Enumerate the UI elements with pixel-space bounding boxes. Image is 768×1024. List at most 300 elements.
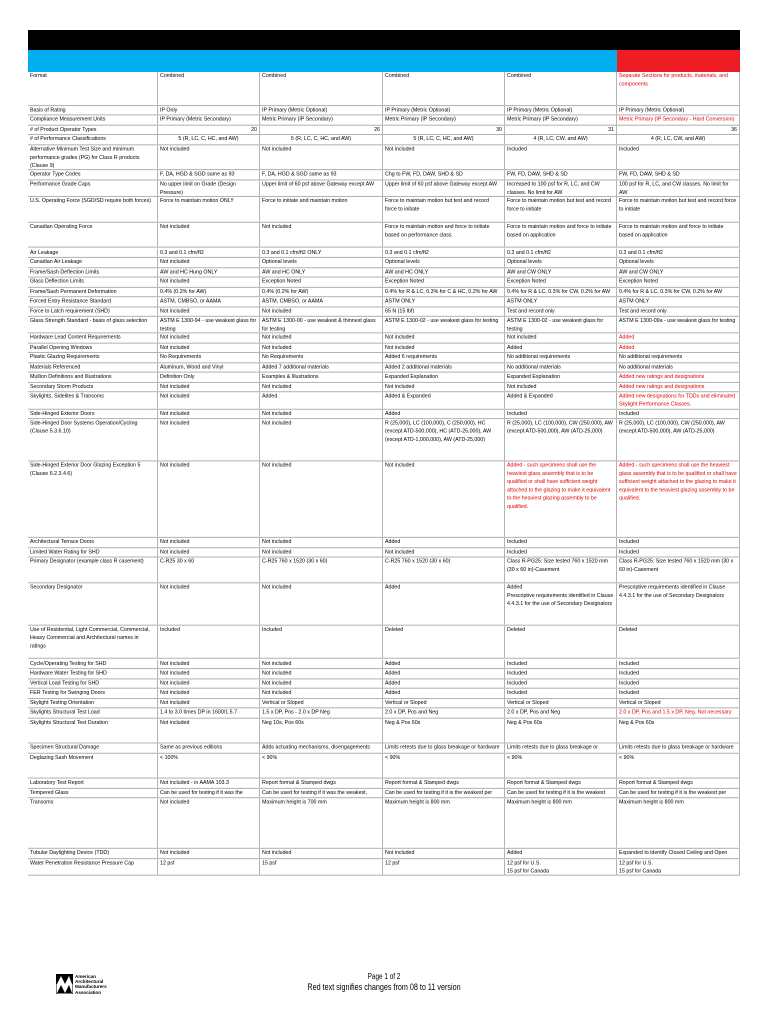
- table-cell: 0.4% for R & LC, 0.3% for CW, 0.2% for AW: [617, 287, 740, 296]
- table-cell: Included: [617, 548, 740, 557]
- table-cell: F, DA, HGD & SGD same as 93: [260, 171, 383, 180]
- comparison-table: [28, 72, 740, 903]
- column-header-row: [28, 50, 740, 72]
- row-label-cell: Cycle/Operating Testing for SHD: [28, 659, 158, 668]
- header-cell-version-4: [505, 50, 617, 72]
- table-cell: Not included: [260, 307, 383, 316]
- table-cell: Neg & Pos 60s: [617, 718, 740, 742]
- table-row: [28, 126, 740, 136]
- table-row: [28, 135, 740, 145]
- table-cell: 2.0 x DP, Pos and Neg: [505, 708, 617, 717]
- row-label-cell: Alternative Minimum Test Size and minimum performance grades (PG) for Class R products (Clause 9): [28, 145, 158, 169]
- table-cell: Maximum height is 800 mm: [383, 798, 505, 848]
- row-label-cell: Air Leakage: [28, 248, 158, 257]
- table-cell: FW, FD, DAW, SHD & SD: [505, 171, 617, 180]
- table-row: [28, 744, 740, 754]
- table-row: [28, 689, 740, 699]
- table-row: [28, 659, 740, 669]
- table-cell: Limits retests due to glass breakage or: [505, 744, 617, 753]
- table-row: [28, 353, 740, 363]
- table-cell: Optional levels: [383, 258, 505, 267]
- table-row: [28, 145, 740, 170]
- table-cell: ASTM E 1300-94 - use weakest glass for testing: [158, 317, 260, 333]
- table-row: [28, 171, 740, 181]
- table-cell: Included: [617, 538, 740, 547]
- table-cell: Can be used for testing if it is the weakest per: [617, 789, 740, 798]
- table-row: [28, 258, 740, 268]
- table-cell: Not included: [260, 145, 383, 169]
- table-cell: Added: [617, 344, 740, 353]
- row-label-cell: Glass Deflection Limits: [28, 278, 158, 287]
- table-cell: ASTM E 1300-02 - use weakest glass for testing: [505, 317, 617, 333]
- table-row: [28, 779, 740, 789]
- table-cell: AW and CW ONLY: [617, 268, 740, 277]
- table-cell: Not included: [158, 344, 260, 353]
- row-label-cell: Transoms: [28, 798, 158, 848]
- row-label-cell: Secondary Designator: [28, 583, 158, 624]
- table-cell: Not included: [158, 548, 260, 557]
- row-label-cell: Hardware Water Testing for SHD: [28, 669, 158, 678]
- page-number: Page 1 of 2: [367, 972, 401, 981]
- table-cell: Chg to FW, FD, DAW, SHD & SD: [383, 171, 505, 180]
- table-cell: Definition Only: [158, 373, 260, 382]
- table-cell: Not included: [260, 583, 383, 624]
- table-cell: R (25,000), LC (100,000), C (250,000), HC (except ATD-500,000), HC (ATD-25,000), AW (except ATD-1,000,000), AW (ATD-25,000): [383, 419, 505, 460]
- table-cell: Added: [383, 679, 505, 688]
- table-cell: Force to maintain motion ONLY: [158, 197, 260, 221]
- table-row: [28, 462, 740, 538]
- table-cell: Report format & Stamped dwgs: [383, 779, 505, 788]
- row-label-cell: Skylights, Sidelites & Transoms: [28, 393, 158, 409]
- row-label-cell: Side-Hinged Door Systems Operation/Cycling (Clause 5.3.6.10): [28, 419, 158, 460]
- table-cell: Included: [617, 689, 740, 698]
- table-cell: Exception Noted: [260, 278, 383, 287]
- table-cell: R (25,000), LC (100,000), CW (250,000), AW (except ATD-500,000), AW (ATD-25,000): [617, 419, 740, 460]
- table-cell: 2.0 x DP, Pos and Neg: [383, 708, 505, 717]
- table-row: [28, 287, 740, 297]
- table-cell: AW and CW ONLY: [505, 268, 617, 277]
- table-cell: Included: [505, 410, 617, 419]
- table-cell: Increased to 100 psf for R, LC, and CW classes. No limit for AW: [505, 180, 617, 196]
- table-cell: Not included: [260, 669, 383, 678]
- table-cell: 0.4% (0.2% for AW): [158, 287, 260, 296]
- table-row: [28, 849, 740, 859]
- table-cell: Can be used for testing if it is the weakest per: [383, 789, 505, 798]
- table-cell: 5 (R, LC, C, HC, and AW): [158, 135, 260, 144]
- table-cell: Added: [505, 344, 617, 353]
- table-cell: Added: [383, 689, 505, 698]
- table-cell: Included: [260, 625, 383, 658]
- table-cell: No Requirements: [260, 353, 383, 362]
- row-label-cell: # of Product Operator Types: [28, 126, 158, 135]
- table-cell: Maximum height is 800 mm: [505, 798, 617, 848]
- table-cell: Not included: [158, 798, 260, 848]
- table-cell: ASTM E 1300-02 - use weakest glass for testing: [383, 317, 505, 333]
- table-cell: Not included: [260, 334, 383, 343]
- table-cell: Not included: [260, 462, 383, 537]
- table-cell: Not included: [383, 462, 505, 537]
- table-cell: Not included: [383, 548, 505, 557]
- table-cell: 5 (R, LC, C, HC, and AW): [260, 135, 383, 144]
- table-cell: ASTM E 1300-00 - use weakest & thinnest glass for testing: [260, 317, 383, 333]
- table-cell: ASTM ONLY: [383, 297, 505, 306]
- table-cell: 5 (R, LC, C, HC, and AW): [383, 135, 505, 144]
- table-cell: Not included: [158, 419, 260, 460]
- table-cell: < 90%: [505, 753, 617, 777]
- table-cell: Metric Primary (IP Secondary): [260, 116, 383, 125]
- table-cell: Exception Noted: [617, 278, 740, 287]
- table-row: [28, 307, 740, 317]
- table-cell: Test and record only: [505, 307, 617, 316]
- table-cell: Expanded Explanation: [383, 373, 505, 382]
- table-cell: Can be used for testing if it was the: [158, 789, 260, 798]
- table-cell: C-R25 30 x 60: [158, 558, 260, 582]
- table-cell: Added - such specimens shall use the heaviest glass assembly that is to be qualified or shall have sufficient weight attached to the glazing to make it equivalent to the heaviest glazing assembly to be qualified.: [617, 462, 740, 537]
- row-label-cell: Specimen Structural Damage: [28, 744, 158, 753]
- table-cell: Not included: [158, 383, 260, 392]
- table-cell: Metric Primary (IP Secondary): [383, 116, 505, 125]
- header-cell-version-2: [260, 50, 383, 72]
- row-label-cell: Secondary Storm Products: [28, 383, 158, 392]
- table-cell: Not included: [260, 689, 383, 698]
- table-cell: Included: [505, 538, 617, 547]
- table-cell: AW and HC ONLY: [260, 268, 383, 277]
- table-cell: Optional levels: [505, 258, 617, 267]
- table-cell: Not included: [260, 659, 383, 668]
- table-row: [28, 278, 740, 288]
- table-cell: Not included: [383, 344, 505, 353]
- table-cell: Neg 10s, Pos 60s: [260, 718, 383, 742]
- table-cell: Added: [383, 669, 505, 678]
- table-cell: Upper limit of 60 psf above Gateway except AW: [383, 180, 505, 196]
- table-cell: Added: [260, 393, 383, 409]
- table-cell: Aluminum, Wood and Vinyl: [158, 363, 260, 372]
- table-cell: Included: [617, 659, 740, 668]
- table-cell: Not included: [158, 659, 260, 668]
- table-cell: Not included: [158, 538, 260, 547]
- table-cell: Examples & Illustrations: [260, 373, 383, 382]
- row-label-cell: Glass Strength Standard - basis of glass selection: [28, 317, 158, 333]
- table-cell: Class R-PG25: Size tested 760 x 1520 mm (30 x 60 in)-Casement: [617, 558, 740, 582]
- table-cell: Not included: [260, 344, 383, 353]
- row-label-cell: Compliance Measurement Units: [28, 116, 158, 125]
- table-cell: Limits retests due to glass breakage or hardware: [383, 744, 505, 753]
- table-row: [28, 859, 740, 876]
- table-cell: Can be used for testing if it was the weakest,: [260, 789, 383, 798]
- table-cell: Vertical or Sloped: [505, 699, 617, 708]
- table-cell: Upper limit of 60 psf above Gateway except AW: [260, 180, 383, 196]
- table-cell: C-R25 760 x 1520 (30 x 60): [260, 558, 383, 582]
- row-label-cell: FER Testing for Swinging Doors: [28, 689, 158, 698]
- table-row: [28, 248, 740, 258]
- table-cell: Not included: [505, 383, 617, 392]
- table-cell: Combined: [260, 72, 383, 105]
- table-cell: Not included: [158, 669, 260, 678]
- table-cell: IP Primary (Metric Optional): [505, 106, 617, 115]
- table-cell: 0.3 and 0.1 cfm/ft2: [383, 248, 505, 257]
- table-cell: Deleted: [617, 625, 740, 658]
- table-cell: Added new ratings and designations: [617, 383, 740, 392]
- table-cell: ASTM ONLY: [505, 297, 617, 306]
- table-cell: Added: [505, 849, 617, 858]
- row-label-cell: Hardware Lead Content Requirements: [28, 334, 158, 343]
- table-cell: Added new ratings and designations: [617, 373, 740, 382]
- table-cell: Added: [383, 659, 505, 668]
- table-cell: Included: [505, 669, 617, 678]
- table-row: [28, 708, 740, 718]
- row-label-cell: Primary Designator (example class R casement): [28, 558, 158, 582]
- table-cell: 0.3 and 0.1 cfm/ft2: [617, 248, 740, 257]
- table-cell: Not included: [260, 849, 383, 858]
- table-cell: 0.3 and 0.1 cfm/ft2: [158, 248, 260, 257]
- header-cell-version-1: [158, 50, 260, 72]
- table-cell: Not included: [158, 258, 260, 267]
- row-label-cell: Parallel Opening Windows: [28, 344, 158, 353]
- table-row: [28, 548, 740, 558]
- table-row: [28, 419, 740, 461]
- table-cell: F, DA, HGD & SGD same as 93: [158, 171, 260, 180]
- table-row: [28, 268, 740, 278]
- table-cell: Vertical or Sloped: [383, 699, 505, 708]
- table-cell: Included: [505, 145, 617, 169]
- table-cell: Added: [383, 410, 505, 419]
- table-cell: Added 2 additional materials: [383, 363, 505, 372]
- row-label-cell: Forced Entry Resistance Standard: [28, 297, 158, 306]
- row-label-cell: Canadian Air Leakage: [28, 258, 158, 267]
- table-cell: Not included: [158, 689, 260, 698]
- table-cell: Neg & Pos 60s: [505, 718, 617, 742]
- table-row: [28, 317, 740, 334]
- table-row: [28, 106, 740, 116]
- row-label-cell: Vertical Load Testing for SHD: [28, 679, 158, 688]
- table-cell: Neg & Pos 60s: [383, 718, 505, 742]
- table-cell: IP Primary (Metric Secondary): [158, 116, 260, 125]
- header-cell-label: [28, 50, 158, 72]
- table-cell: Added: [383, 583, 505, 624]
- table-cell: ASTM ONLY: [617, 297, 740, 306]
- table-cell: No additional materials: [505, 363, 617, 372]
- table-cell: Added & Expanded: [505, 393, 617, 409]
- table-cell: Exception Noted: [505, 278, 617, 287]
- table-cell: Not included: [260, 548, 383, 557]
- table-row: [28, 72, 740, 106]
- table-cell: Not included: [260, 410, 383, 419]
- table-cell: Included: [505, 679, 617, 688]
- table-cell: 100 psf for R, LC, and CW classes. No limit for AW: [617, 180, 740, 196]
- table-cell: Added 7 additional materials: [260, 363, 383, 372]
- table-cell: Not included: [505, 334, 617, 343]
- table-cell: 12 psf for U.S. 15 psf for Canada: [617, 859, 740, 875]
- table-row: [28, 718, 740, 743]
- row-label-cell: Water Penetration Resistance Pressure Cap: [28, 859, 158, 875]
- table-cell: Not included: [158, 393, 260, 409]
- table-cell: Not included: [383, 383, 505, 392]
- table-cell: Prescriptive requirements identified in Clause 4.4.3.1 for the use of Secondary Designators: [617, 583, 740, 624]
- table-row: [28, 558, 740, 583]
- row-label-cell: Performance Grade Caps: [28, 180, 158, 196]
- table-row: [28, 223, 740, 248]
- table-cell: 2.0 x DP, Pos and 1.5 x DP, Neg. Not necessary: [617, 708, 740, 717]
- table-cell: Included: [617, 679, 740, 688]
- table-cell: Included: [505, 548, 617, 557]
- table-cell: Combined: [505, 72, 617, 105]
- row-label-cell: Skylights Structural Test Load: [28, 708, 158, 717]
- row-label-cell: Use of Residential, Light Commercial, Commercial, Heavy Commercial and Architectural names in ratings: [28, 625, 158, 658]
- table-row: [28, 180, 740, 197]
- table-cell: Not included: [158, 462, 260, 537]
- table-cell: Included: [617, 145, 740, 169]
- table-cell: IP Primary (Metric Optional): [383, 106, 505, 115]
- row-label-cell: Skylights Structural Test Duration: [28, 718, 158, 742]
- table-cell: Added 6 requirements: [383, 353, 505, 362]
- table-cell: Adds actuating mechanisms, disengagements: [260, 744, 383, 753]
- table-cell: Not included: [383, 849, 505, 858]
- row-label-cell: Materials Referenced: [28, 363, 158, 372]
- table-row: [28, 789, 740, 799]
- table-cell: Same as previous editions: [158, 744, 260, 753]
- table-cell: Maximum height is 800 mm: [617, 798, 740, 848]
- table-cell: Not included: [260, 383, 383, 392]
- table-cell: ASTM, CMBSO, or AAMA: [260, 297, 383, 306]
- table-cell: Limits retests due to glass breakage or hardware: [617, 744, 740, 753]
- table-cell: Added & Expanded: [383, 393, 505, 409]
- table-row: [28, 363, 740, 373]
- table-cell: Added: [617, 334, 740, 343]
- table-cell: 30: [383, 126, 505, 135]
- table-cell: Not included: [383, 334, 505, 343]
- table-cell: AW and HC Hung ONLY: [158, 268, 260, 277]
- table-cell: Not included: [260, 223, 383, 247]
- table-row: [28, 410, 740, 420]
- row-label-cell: Basis of Rating: [28, 106, 158, 115]
- table-row: [28, 753, 740, 778]
- table-cell: Added: [383, 538, 505, 547]
- table-cell: IP Only: [158, 106, 260, 115]
- table-cell: Optional levels: [260, 258, 383, 267]
- table-cell: AW and HC ONLY: [383, 268, 505, 277]
- table-cell: Deleted: [383, 625, 505, 658]
- row-label-cell: Laboratory Test Report: [28, 779, 158, 788]
- row-label-cell: Operator Type Codes: [28, 171, 158, 180]
- row-label-cell: Deglazing Sash Movement: [28, 753, 158, 777]
- row-label-cell: Format: [28, 72, 158, 105]
- row-label-cell: Side-Hinged Exterior Doors: [28, 410, 158, 419]
- table-cell: Not included: [158, 718, 260, 742]
- header-cell-version-3: [383, 50, 505, 72]
- table-cell: No Requirements: [158, 353, 260, 362]
- table-cell: Not included: [158, 410, 260, 419]
- table-cell: Force to maintain motion and force to initiate based on performance class: [383, 223, 505, 247]
- table-row: [28, 373, 740, 383]
- table-cell: Expanded Explanation: [505, 373, 617, 382]
- row-label-cell: Tempered Glass: [28, 789, 158, 798]
- table-cell: Vertical or Sloped: [617, 699, 740, 708]
- table-row: [28, 297, 740, 307]
- table-cell: 4 (R, LC, CW, and AW): [505, 135, 617, 144]
- table-cell: Force to initiate and maintain motion: [260, 197, 383, 221]
- table-row: [28, 197, 740, 222]
- table-cell: ASTM, CMBSO, or AAMA: [158, 297, 260, 306]
- table-cell: Not included: [158, 849, 260, 858]
- table-cell: Not included: [158, 583, 260, 624]
- row-label-cell: Force to Latch requirement (SHD): [28, 307, 158, 316]
- table-cell: Metric Primary (IP Secondary): [505, 116, 617, 125]
- table-cell: Separate Sections for products, materials, and components: [617, 72, 740, 105]
- table-cell: Force to maintain motion but test and record force to initiate: [505, 197, 617, 221]
- table-row: [28, 583, 740, 625]
- table-cell: Not included: [260, 538, 383, 547]
- row-label-cell: Side-Hinged Exterior Door Glazing Exception 5 (Clause 6.2.3.4.6): [28, 462, 158, 537]
- table-cell: Included: [617, 669, 740, 678]
- table-cell: IP Primary (Metric Optional): [617, 106, 740, 115]
- table-cell: Included: [505, 689, 617, 698]
- table-cell: 12 psf for U.S. 15 psf for Canada: [505, 859, 617, 875]
- table-cell: Report format & Stamped dwgs: [617, 779, 740, 788]
- table-cell: Included: [158, 625, 260, 658]
- row-label-cell: Frame/Sash Deflection Limits: [28, 268, 158, 277]
- table-cell: 0.4% for R & LC, 0.3% for CW, 0.2% for AW: [505, 287, 617, 296]
- table-cell: 1.4 to 3.0 times DP in 1600/1.5.7: [158, 708, 260, 717]
- table-cell: Not included - in AAMA 103.3: [158, 779, 260, 788]
- table-cell: Added new designations for TDDs and eliminated Skylight Performance Classes.: [617, 393, 740, 409]
- row-label-cell: Limited Water Rating for SHD: [28, 548, 158, 557]
- table-cell: 0.4% for R & LC, 0.3% for C & HC, 0.2% for AW: [383, 287, 505, 296]
- table-cell: Combined: [158, 72, 260, 105]
- table-cell: Expanded to identify Closed Ceiling and Open: [617, 849, 740, 858]
- table-row: [28, 383, 740, 393]
- table-cell: Force to maintain motion and force to initiate based on application: [617, 223, 740, 247]
- table-cell: Included: [617, 410, 740, 419]
- table-cell: Not included: [158, 679, 260, 688]
- table-cell: 20: [158, 126, 260, 135]
- row-label-cell: Skylight Testing Orientation: [28, 699, 158, 708]
- row-label-cell: Frame/Sash Permanent Deformation: [28, 287, 158, 296]
- table-cell: Metric Primary (IP Secondary - Hard Conversion): [617, 116, 740, 125]
- table-cell: 26: [260, 126, 383, 135]
- table-cell: 0.4% (0.2% for AW): [260, 287, 383, 296]
- table-cell: Not included: [158, 223, 260, 247]
- table-cell: < 90%: [383, 753, 505, 777]
- table-cell: Can be used for testing if it is the weakest: [505, 789, 617, 798]
- table-cell: No additional materials: [617, 363, 740, 372]
- table-cell: Class R-PG25: Size tested 760 x 1520 mm (30 x 60 in)-Casement: [505, 558, 617, 582]
- table-cell: Force to maintain motion and force to initiate based on application: [505, 223, 617, 247]
- table-row: [28, 669, 740, 679]
- table-cell: ASTM E 1300-09a - use weakest glass for testing: [617, 317, 740, 333]
- table-cell: No additional requirements: [505, 353, 617, 362]
- row-label-cell: Mullion Definitions and Illustrations: [28, 373, 158, 382]
- table-cell: Not included: [158, 145, 260, 169]
- table-cell: Optional levels: [617, 258, 740, 267]
- table-row: [28, 116, 740, 126]
- row-label-cell: Plastic Glazing Requirements: [28, 353, 158, 362]
- table-cell: FW, FD, DAW, SHD & SD: [617, 171, 740, 180]
- table-cell: Not included: [260, 679, 383, 688]
- table-cell: Included: [505, 659, 617, 668]
- table-cell: Force to maintain motion but test and record force to initiate: [383, 197, 505, 221]
- table-cell: Report format & Stamped dwgs: [505, 779, 617, 788]
- table-row: [28, 334, 740, 344]
- table-cell: No additional requirements: [617, 353, 740, 362]
- table-row: [28, 393, 740, 410]
- row-label-cell: Tubular Daylighting Device (TDD): [28, 849, 158, 858]
- table-cell: Test and record only: [617, 307, 740, 316]
- table-cell: Added - such specimens shall use the heaviest glass assembly that is to be qualified or shall have sufficient weight attached to the glazing to make it equivalent to the heaviest glazing assembly to be qualified.: [505, 462, 617, 537]
- table-cell: 15 psf: [260, 859, 383, 875]
- table-cell: 12 psf: [158, 859, 260, 875]
- table-cell: 1.5 x DP, Pos - 2.0 x DP Neg: [260, 708, 383, 717]
- header-cell-version-5: [617, 50, 740, 72]
